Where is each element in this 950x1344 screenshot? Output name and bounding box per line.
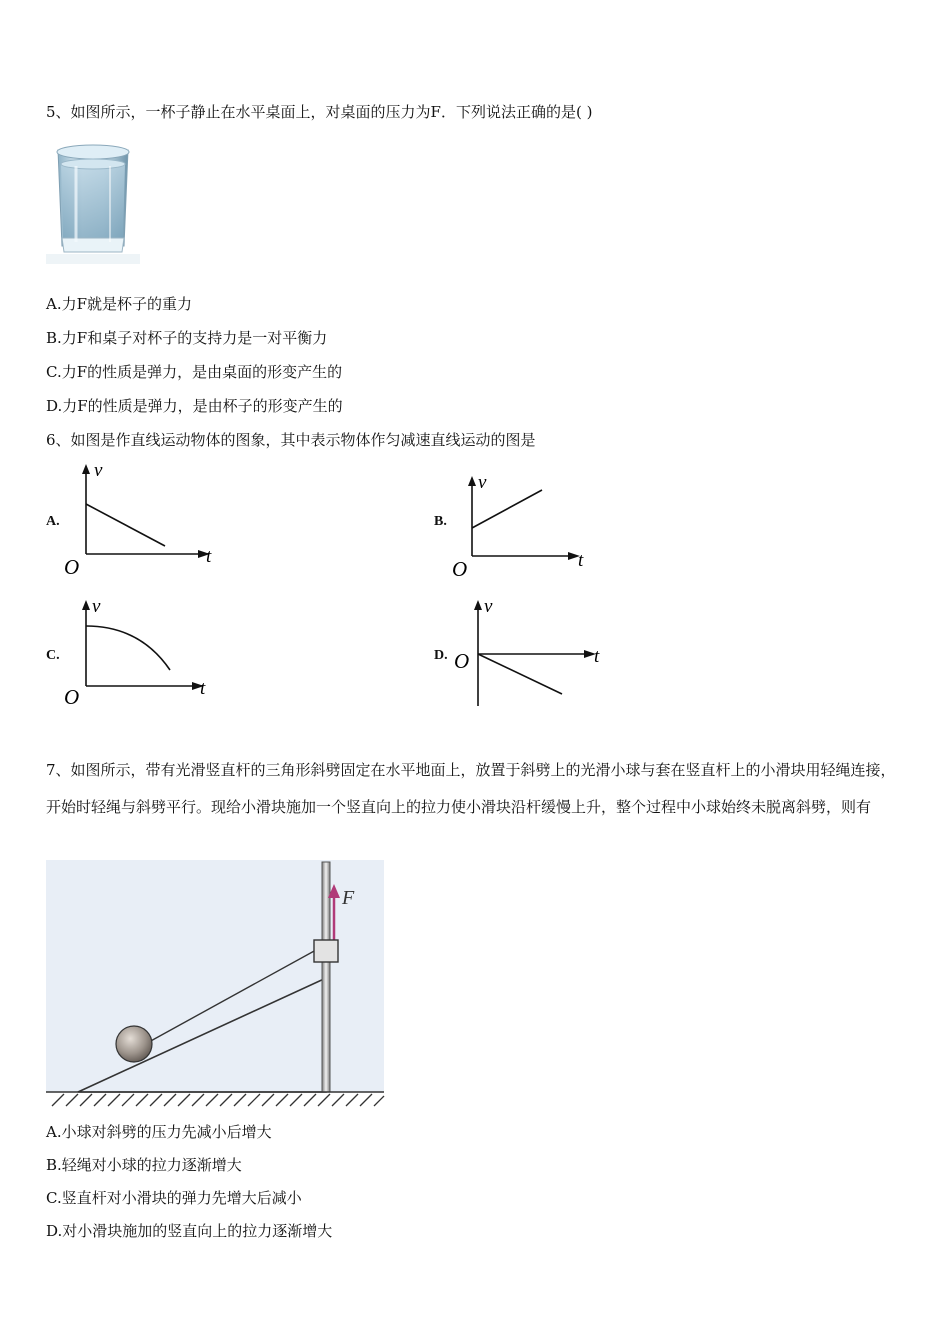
graph-d-label: D. xyxy=(434,648,448,663)
q7-stem: 7、如图所示，带有光滑竖直杆的三角形斜劈固定在水平地面上，放置于斜劈上的光滑小球与套在竖直杆上的小滑块用轻绳连接，开始时轻绳与斜劈平行。现给小滑块施加一个竖直向上的拉力使小滑块沿杆缓慢上升，整个过程中小球始终未脱离斜劈，则有 xyxy=(46,761,896,816)
q5-option-d: D.力F的性质是弹力，是由杯子的形变产生的 xyxy=(46,397,343,415)
q7-option-c: C.竖直杆对小滑块的弹力先增大后减小 xyxy=(46,1189,302,1207)
incline-rod-figure xyxy=(46,860,388,1110)
graph-c xyxy=(60,594,230,710)
q7-option-d: D.对小滑块施加的竖直向上的拉力逐渐增大 xyxy=(46,1222,333,1240)
q5-option-b: B.力F和桌子对杯子的支持力是一对平衡力 xyxy=(46,329,328,347)
glass-cup-image xyxy=(46,142,140,264)
graph-d-v-label: v xyxy=(484,596,493,617)
graph-a-origin-label: O xyxy=(64,555,80,578)
q5-option-a: A.力F就是杯子的重力 xyxy=(46,295,193,313)
graph-c-t-label: t xyxy=(200,678,206,699)
q5-option-c: C.力F的性质是弹力，是由桌面的形变产生的 xyxy=(46,363,343,381)
q6-stem: 6、如图是作直线运动物体的图象，其中表示物体作匀减速直线运动的图是 xyxy=(46,431,536,449)
graph-b-origin-label: O xyxy=(452,557,468,580)
q7-option-b: B.轻绳对小球的拉力逐渐增大 xyxy=(46,1156,242,1174)
graph-c-label: C. xyxy=(46,648,60,663)
graph-d-t-label: t xyxy=(594,646,600,667)
force-label: F xyxy=(342,887,355,909)
graph-b-label: B. xyxy=(434,514,447,529)
graph-b-t-label: t xyxy=(578,550,584,571)
ground-hatch xyxy=(52,1094,384,1106)
q5-stem: 5、如图所示，一杯子静止在水平桌面上，对桌面的压力为F．下列说法正确的是( ) xyxy=(46,103,593,121)
graph-c-origin-label: O xyxy=(64,685,80,709)
graph-c-v-label: v xyxy=(92,596,101,617)
graph-d-origin-label: O xyxy=(454,649,470,673)
graph-d xyxy=(450,594,620,710)
graph-b xyxy=(446,470,616,580)
graph-a xyxy=(60,458,230,578)
graph-a-v-label: v xyxy=(94,460,103,481)
graph-b-v-label: v xyxy=(478,472,487,493)
graph-a-label: A. xyxy=(46,514,60,529)
graph-a-t-label: t xyxy=(206,546,212,567)
q7-option-a: A.小球对斜劈的压力先减小后增大 xyxy=(46,1123,272,1141)
